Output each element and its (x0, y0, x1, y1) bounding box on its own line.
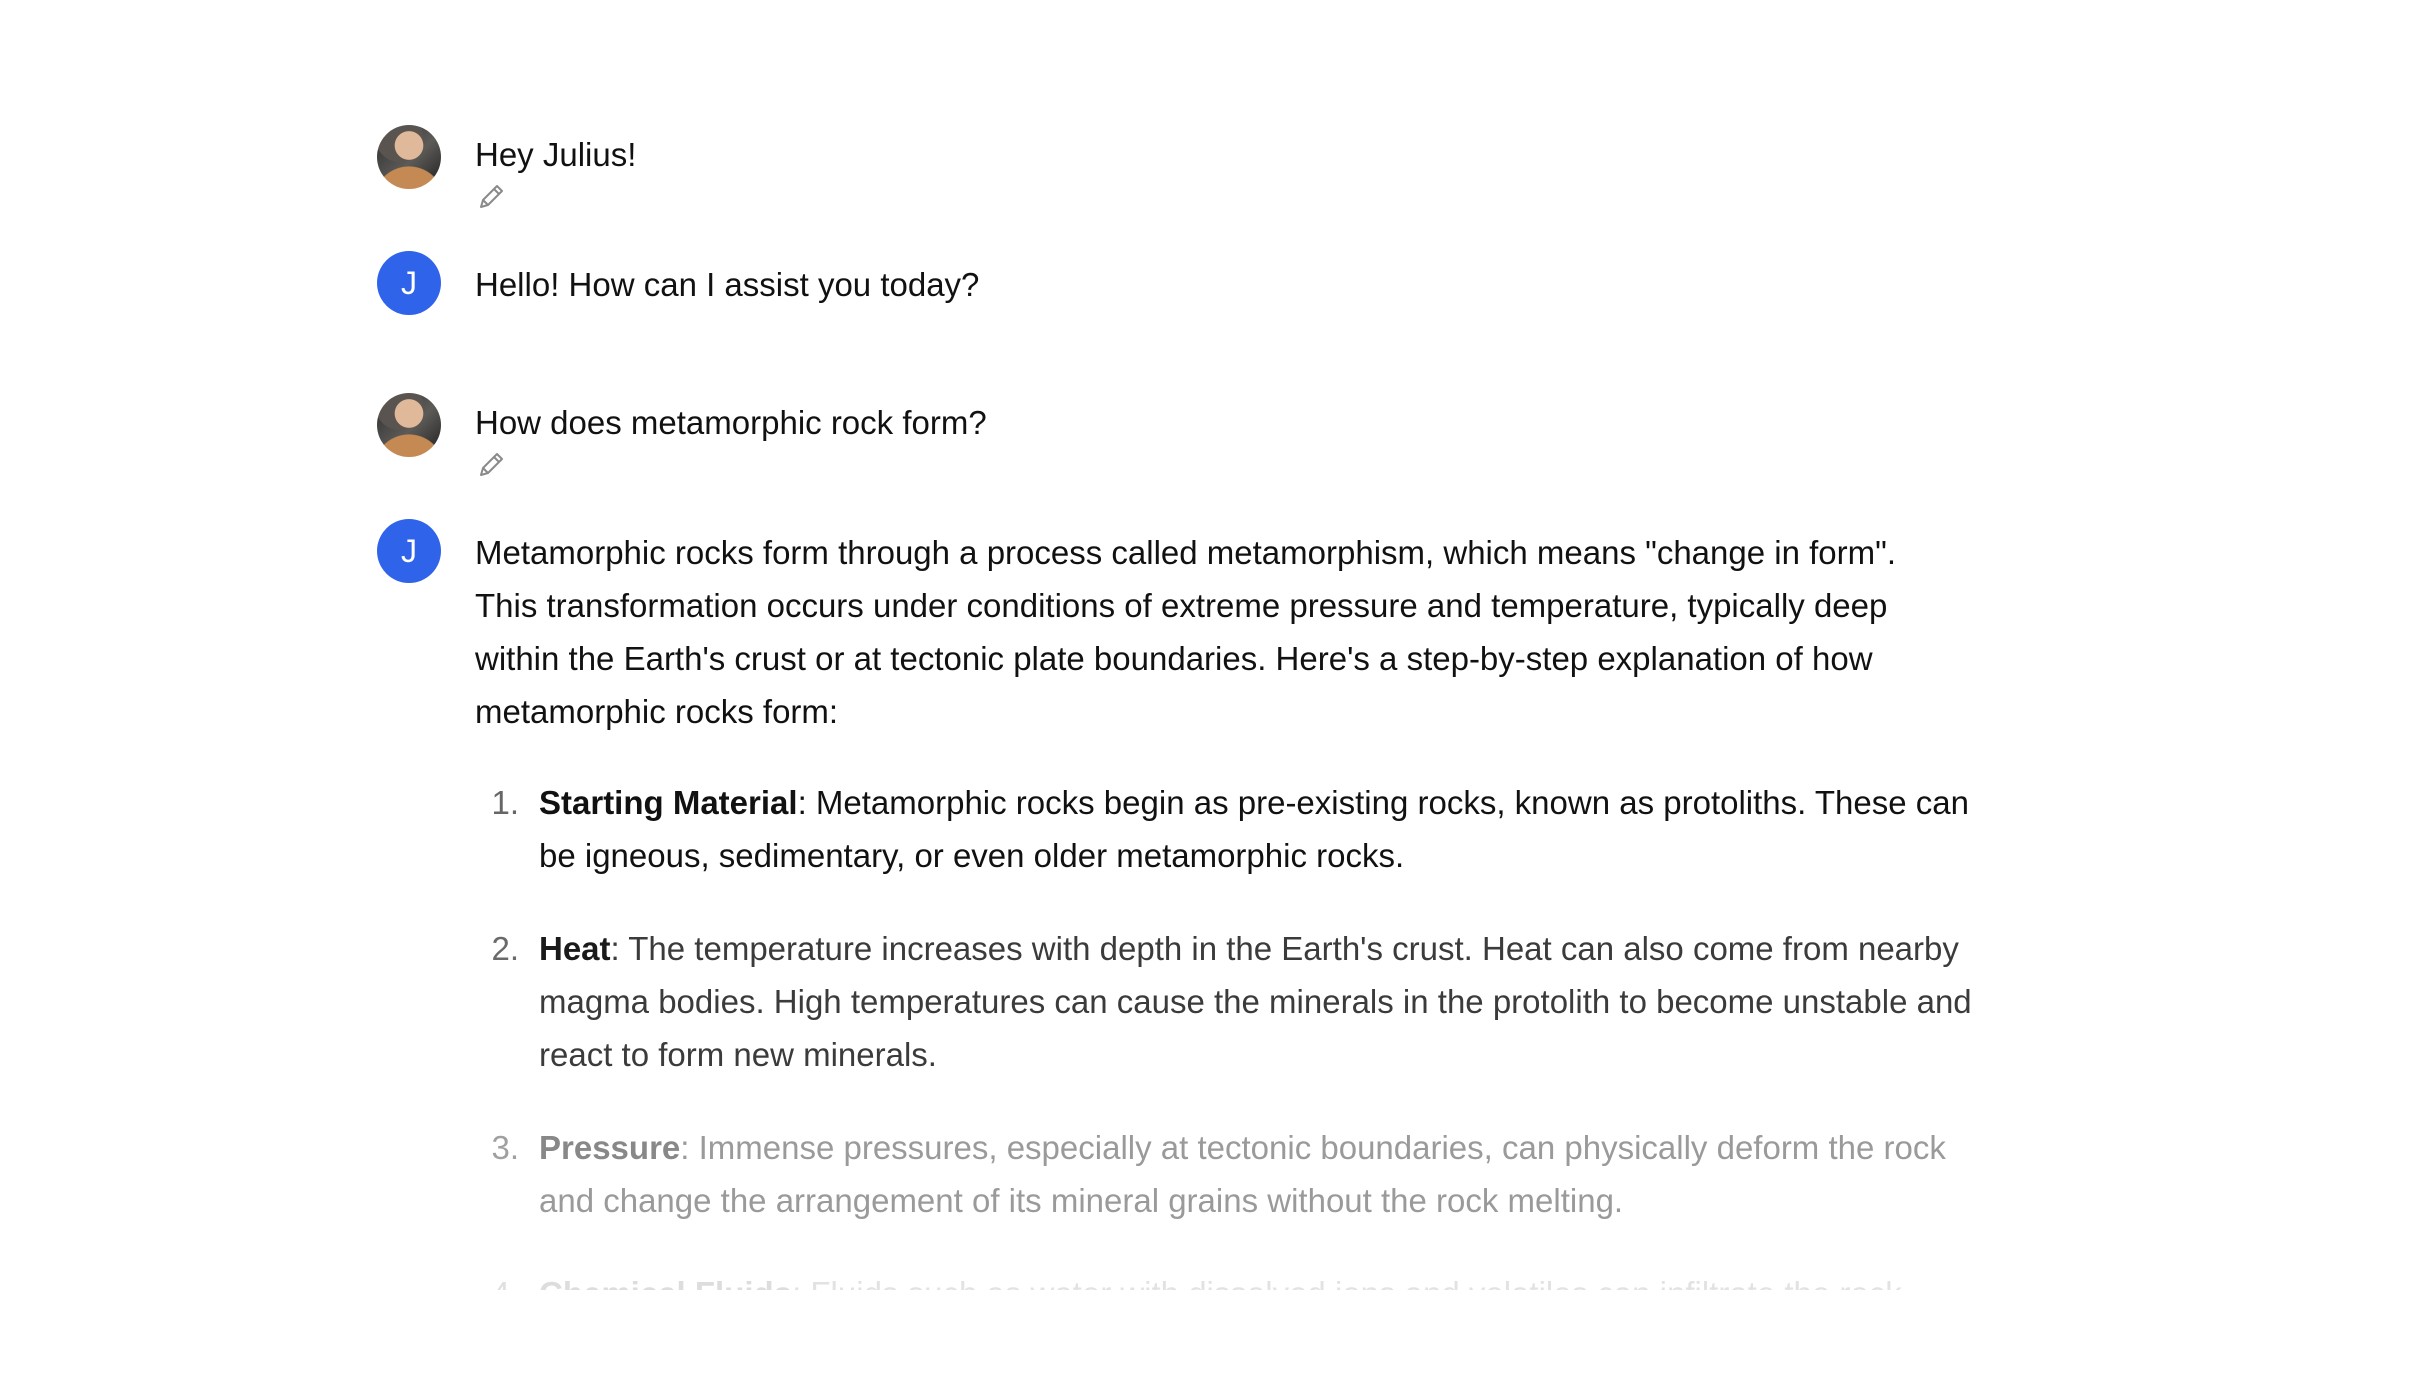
list-item (475, 1121, 1995, 1227)
user-message-text: Hey Julius! (475, 136, 637, 173)
user-avatar (377, 125, 441, 189)
message-content (475, 125, 2035, 213)
conversation (377, 125, 2037, 1360)
message-content (475, 393, 2035, 481)
user-avatar (377, 393, 441, 457)
assistant-message-text: Hello! How can I assist you today? (475, 266, 980, 303)
user-message (377, 393, 2037, 481)
list-item (475, 776, 1995, 882)
fade-overlay (0, 1290, 2420, 1392)
assistant-message (377, 251, 2037, 315)
pencil-edit-icon[interactable] (475, 449, 507, 481)
user-message-text: How does metamorphic rock form? (475, 404, 987, 441)
message-content (475, 251, 2035, 311)
list-number: 3. (491, 1129, 519, 1166)
list-item-body (539, 1121, 1995, 1227)
list-number: 1. (491, 784, 519, 821)
list-item (475, 922, 1995, 1081)
list-item-body (539, 922, 1995, 1081)
list-item-title: Starting Material (539, 784, 798, 821)
list-item-title: Pressure (539, 1129, 681, 1166)
list-item-text: : Immense pressures, especially at tectonic boundaries, can physically deform the rock and change the arrangement of its mineral grains without the rock melting. (539, 1129, 1946, 1219)
list-item-text: : The temperature increases with depth in the Earth's crust. Heat can also come from nearby magma bodies. High temperatures can cause the minerals in the protolith to become unstable and react to form new minerals. (539, 930, 1972, 1073)
steps-list (475, 776, 1995, 1320)
assistant-avatar: J (377, 251, 441, 315)
list-item-title: Heat (539, 930, 611, 967)
list-item-body (539, 776, 1995, 882)
list-item-text: : Metamorphic rocks begin as pre-existing rocks, known as protoliths. These can be igneous, sedimentary, or even older metamorphic rocks. (539, 784, 1969, 874)
list-number: 2. (491, 930, 519, 967)
user-message (377, 125, 2037, 213)
assistant-avatar: J (377, 519, 441, 583)
assistant-intro-text: Metamorphic rocks form through a process called metamorphism, which means "change in form". This transformation occurs under conditions of extreme pressure and temperature, typically deep within the Earth's crust or at tectonic plate boundaries. Here's a step-by-step explanation of how metamorphic rocks form: (475, 534, 1896, 730)
pencil-edit-icon[interactable] (475, 181, 507, 213)
message-content (475, 519, 2035, 1360)
assistant-message (377, 519, 2037, 1360)
